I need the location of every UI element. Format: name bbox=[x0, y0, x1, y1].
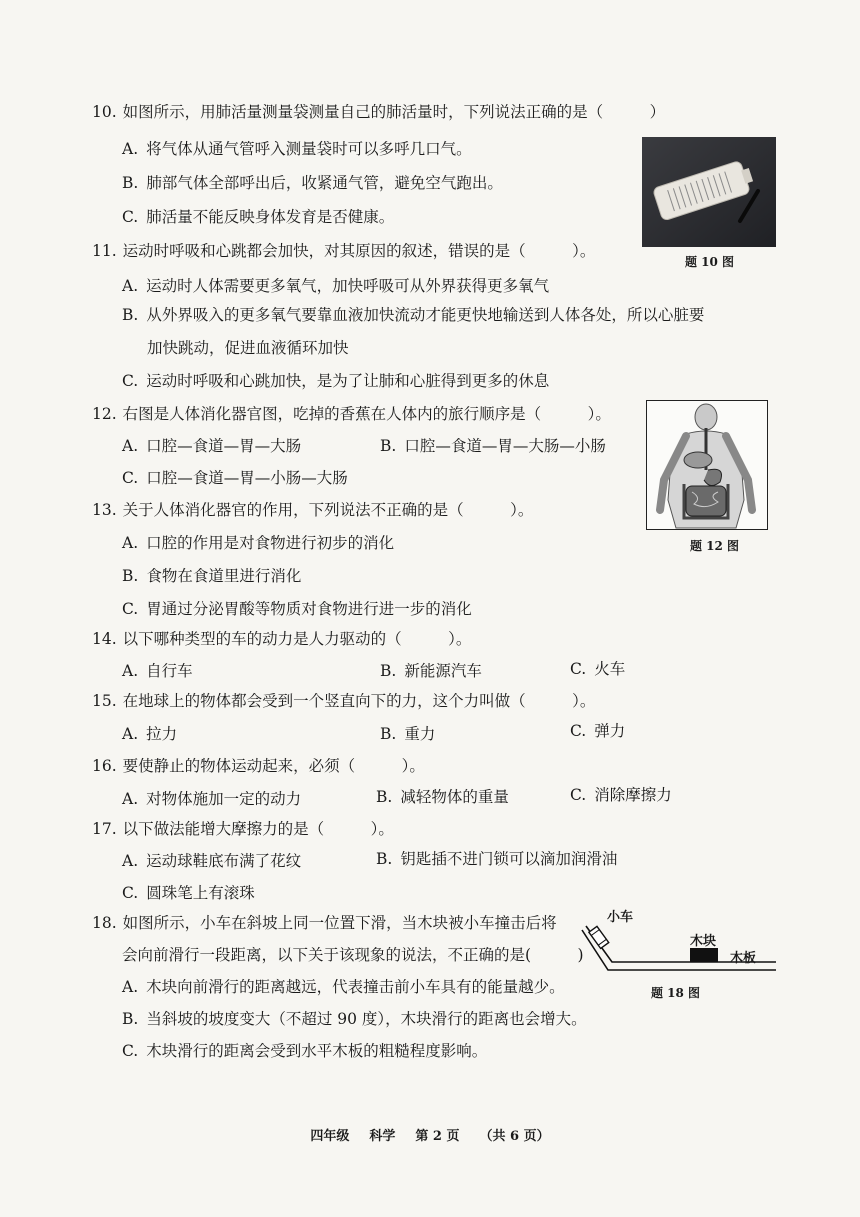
diagram-block-label: 木块 bbox=[690, 934, 717, 949]
question-16-stem: 16. 要使静止的物体运动起来，必须（ ）。 bbox=[92, 757, 425, 775]
question-15-stem: 15. 在地球上的物体都会受到一个竖直向下的力，这个力叫做（ ）。 bbox=[92, 692, 596, 710]
question-13-option-a: A. 口腔的作用是对食物进行初步的消化 bbox=[122, 534, 395, 552]
wood-block-shape bbox=[690, 948, 718, 962]
diagram-cart-label: 小车 bbox=[607, 910, 634, 925]
question-12-stem: 12. 右图是人体消化器官图，吃掉的香蕉在人体内的旅行顺序是（ ）。 bbox=[92, 405, 611, 423]
question-15-option-b: B. 重力 bbox=[380, 725, 436, 743]
question-18-stem-continued: 会向前滑行一段距离，以下关于该现象的说法，不正确的是( ) bbox=[122, 946, 584, 964]
page-footer bbox=[0, 1125, 860, 1144]
question-17-option-c: C. 圆珠笔上有滚珠 bbox=[122, 884, 255, 902]
question-18-option-c: C. 木块滑行的距离会受到水平木板的粗糙程度影响。 bbox=[122, 1042, 488, 1060]
figure-10-caption: 题 10 图 bbox=[685, 255, 735, 269]
footer-grade: 四年级 bbox=[310, 1129, 350, 1144]
question-18-option-b: B. 当斜坡的坡度变大（不超过 90 度），木块滑行的距离也会增大。 bbox=[122, 1010, 587, 1028]
question-10-option-b: B. 肺部气体全部呼出后，收紧通气管，避免空气跑出。 bbox=[122, 174, 503, 192]
figure-12-caption: 题 12 图 bbox=[690, 539, 740, 553]
question-13-option-b: B. 食物在食道里进行消化 bbox=[122, 567, 302, 585]
footer-subject: 科学 bbox=[369, 1129, 396, 1144]
footer-page: 第 2 页 bbox=[415, 1129, 460, 1144]
question-12-option-b: B. 口腔—食道—胃—大肠—小肠 bbox=[380, 437, 606, 455]
question-18-stem: 18. 如图所示，小车在斜坡上同一位置下滑，当木块被小车撞击后将 bbox=[92, 914, 557, 932]
question-11-option-b: B. 从外界吸入的更多氧气要靠血液加快流动才能更快地输送到人体各处，所以心脏要 bbox=[122, 306, 705, 324]
question-11-stem: 11. 运动时呼吸和心跳都会加快，对其原因的叙述，错误的是（ ）。 bbox=[92, 242, 596, 260]
question-12-option-a: A. 口腔—食道—胃—大肠 bbox=[122, 437, 302, 455]
question-17-option-b: B. 钥匙插不进门锁可以滴加润滑油 bbox=[376, 850, 618, 868]
question-16-option-a: A. 对物体施加一定的动力 bbox=[122, 790, 302, 808]
question-14-option-c: C. 火车 bbox=[570, 660, 626, 678]
digestive-system-figure bbox=[646, 400, 768, 530]
diagram-board-label: 木板 bbox=[730, 951, 757, 966]
question-17-stem: 17. 以下做法能增大摩擦力的是（ ）。 bbox=[92, 820, 394, 838]
question-11-option-c: C. 运动时呼吸和心跳加快，是为了让肺和心脏得到更多的休息 bbox=[122, 372, 550, 390]
spirometer-bag-photo bbox=[642, 137, 776, 247]
question-10-option-c: C. 肺活量不能反映身体发育是否健康。 bbox=[122, 208, 395, 226]
figure-18-caption: 题 18 图 bbox=[651, 986, 701, 1000]
question-15-option-a: A. 拉力 bbox=[122, 725, 178, 743]
question-15-option-c: C. 弹力 bbox=[570, 722, 626, 740]
question-13-option-c: C. 胃通过分泌胃酸等物质对食物进行进一步的消化 bbox=[122, 600, 472, 618]
question-17-option-a: A. 运动球鞋底布满了花纹 bbox=[122, 852, 302, 870]
question-18-option-a: A. 木块向前滑行的距离越远，代表撞击前小车具有的能量越少。 bbox=[122, 978, 565, 996]
question-10-stem: 10. 如图所示，用肺活量测量袋测量自己的肺活量时，下列说法正确的是（ ） bbox=[92, 103, 666, 121]
footer-total: （共 6 页） bbox=[479, 1129, 550, 1144]
question-16-option-c: C. 消除摩擦力 bbox=[570, 786, 672, 804]
question-14-option-b: B. 新能源汽车 bbox=[380, 662, 482, 680]
question-14-option-a: A. 自行车 bbox=[122, 662, 193, 680]
question-13-stem: 13. 关于人体消化器官的作用，下列说法不正确的是（ ）。 bbox=[92, 501, 534, 519]
question-14-stem: 14. 以下哪种类型的车的动力是人力驱动的（ ）。 bbox=[92, 630, 472, 648]
question-12-option-c: C. 口腔—食道—胃—小肠—大肠 bbox=[122, 469, 348, 487]
question-10-option-a: A. 将气体从通气管呼入测量袋时可以多呼几口气。 bbox=[122, 140, 472, 158]
question-16-option-b: B. 减轻物体的重量 bbox=[376, 788, 509, 806]
question-11-option-a: A. 运动时人体需要更多氧气，加快呼吸可从外界获得更多氧气 bbox=[122, 277, 550, 295]
question-11-option-b-continued: 加快跳动，促进血液循环加快 bbox=[147, 339, 349, 357]
